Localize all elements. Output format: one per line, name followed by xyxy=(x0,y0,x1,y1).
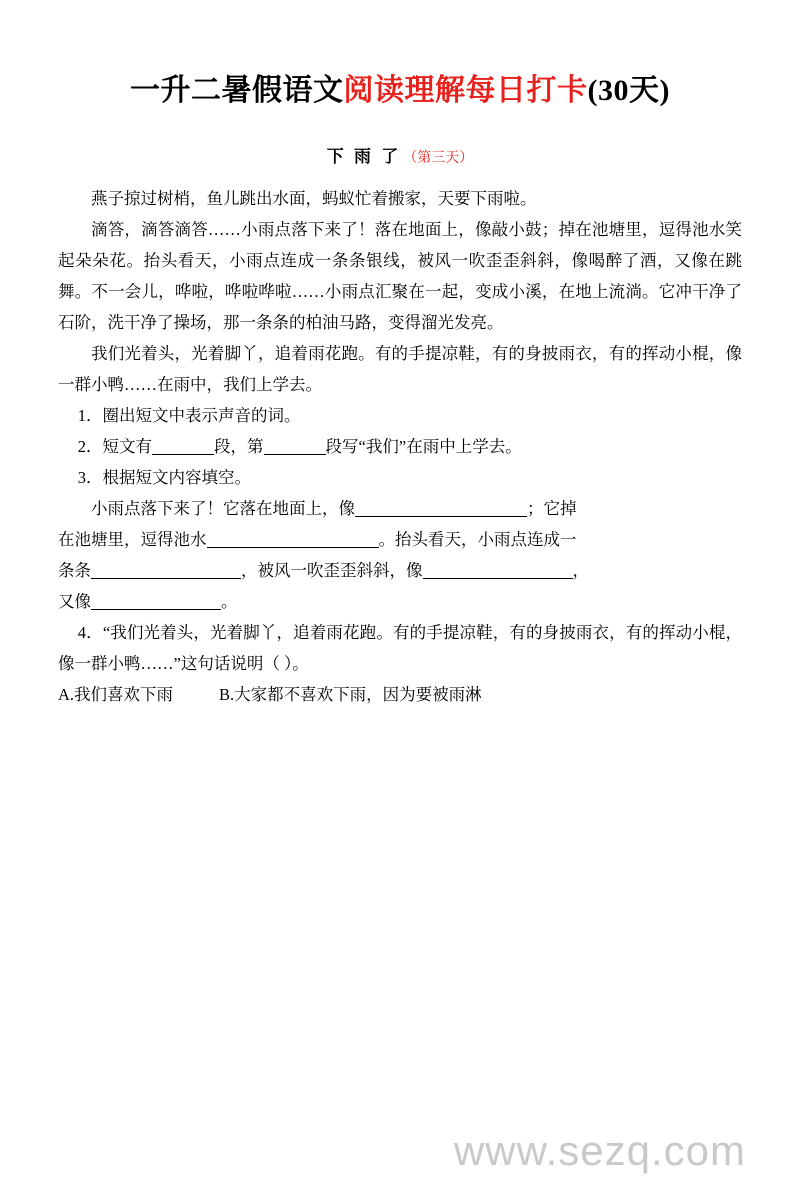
page-title-suffix: (30天) xyxy=(587,74,670,107)
question-4-tail: 这句话说明（ ）。 xyxy=(180,653,309,673)
answer-blank[interactable] xyxy=(152,454,214,455)
article-heading-text: 下 雨 了 xyxy=(326,146,402,166)
question-2-suffix: 段写“我们”在雨中上学去。 xyxy=(325,436,522,456)
answer-blank[interactable] xyxy=(91,578,241,579)
question-1-number: 1． xyxy=(77,405,103,425)
answer-blank[interactable] xyxy=(207,547,379,548)
question-4-options xyxy=(58,679,742,710)
fill-text: 。 xyxy=(221,591,238,611)
question-3-text: 根据短文内容填空。 xyxy=(102,467,252,487)
question-3-fill-line-3 xyxy=(58,555,742,586)
question-3-fill-line-2 xyxy=(58,524,742,555)
question-3-number: 3． xyxy=(77,467,103,487)
question-2 xyxy=(58,431,742,462)
question-4-quote: “我们光着头，光着脚丫，追着雨花跑。有的手提凉鞋，有的身披雨衣，有的挥动小棍，像一群小鸭……” xyxy=(58,622,743,673)
day-tag: （第三天） xyxy=(403,150,474,166)
question-4 xyxy=(58,617,742,679)
fill-text: ，被风一吹歪歪斜斜，像 xyxy=(241,560,423,580)
question-3-fill-line-4 xyxy=(58,586,742,617)
question-1 xyxy=(58,400,742,431)
article-paragraph: 我们光着头，光着脚丫，追着雨花跑。有的手提凉鞋，有的身披雨衣，有的挥动小棍，像一群小鸭……在雨中，我们上学去。 xyxy=(58,343,742,394)
answer-blank[interactable] xyxy=(423,578,573,579)
option-b[interactable]: B.大家都不喜欢下雨，因为要被雨淋 xyxy=(219,684,482,704)
question-3 xyxy=(58,462,742,493)
question-2-prefix: 短文有 xyxy=(102,436,153,456)
question-1-text: 圈出短文中表示声音的词。 xyxy=(102,405,301,425)
fill-text: 又像 xyxy=(58,591,91,611)
fill-text: ；它掉 xyxy=(527,498,577,518)
watermark: www.sezq.com xyxy=(453,1127,746,1174)
fill-text: 在池塘里，逗得池水 xyxy=(58,529,207,549)
question-4-number: 4． xyxy=(77,622,103,642)
fill-text: 小雨点落下来了！它落在地面上，像 xyxy=(91,498,355,518)
fill-text: 。抬头看天，小雨点连成一 xyxy=(378,529,577,549)
option-a[interactable]: A.我们喜欢下雨 xyxy=(58,684,174,704)
article-heading xyxy=(58,142,742,167)
document-page xyxy=(0,72,800,1203)
page-title-highlight: 阅读理解每日打卡 xyxy=(343,74,588,107)
answer-blank[interactable] xyxy=(264,454,326,455)
question-3-fill-line-1 xyxy=(58,493,742,524)
page-title-prefix: 一升二暑假语文 xyxy=(130,74,344,107)
answer-blank[interactable] xyxy=(355,516,527,517)
answer-blank[interactable] xyxy=(91,609,221,610)
fill-text: 条条 xyxy=(58,560,91,580)
article-paragraph: 燕子掠过树梢，鱼儿跳出水面，蚂蚁忙着搬家，天要下雨啦。 xyxy=(91,188,537,208)
question-2-mid: 段，第 xyxy=(214,436,264,456)
article-paragraph: 滴答，滴答滴答……小雨点落下来了！落在地面上，像敲小鼓；掉在池塘里，逗得池水笑起朵朵花。抬头看天，小雨点连成一条条银线，被风一吹歪歪斜斜，像喝醉了酒，又像在跳舞。不一会儿，哗啦，哗啦哗啦……小雨点汇聚在一起，变成小溪，在地上流淌。它冲干净了石阶，洗干净了操场，那一条条的柏油马路，变得溜光发亮。 xyxy=(58,219,742,332)
article-body xyxy=(58,183,742,710)
question-2-number: 2． xyxy=(77,436,103,456)
page-title xyxy=(58,72,742,110)
fill-text: ， xyxy=(572,560,589,580)
